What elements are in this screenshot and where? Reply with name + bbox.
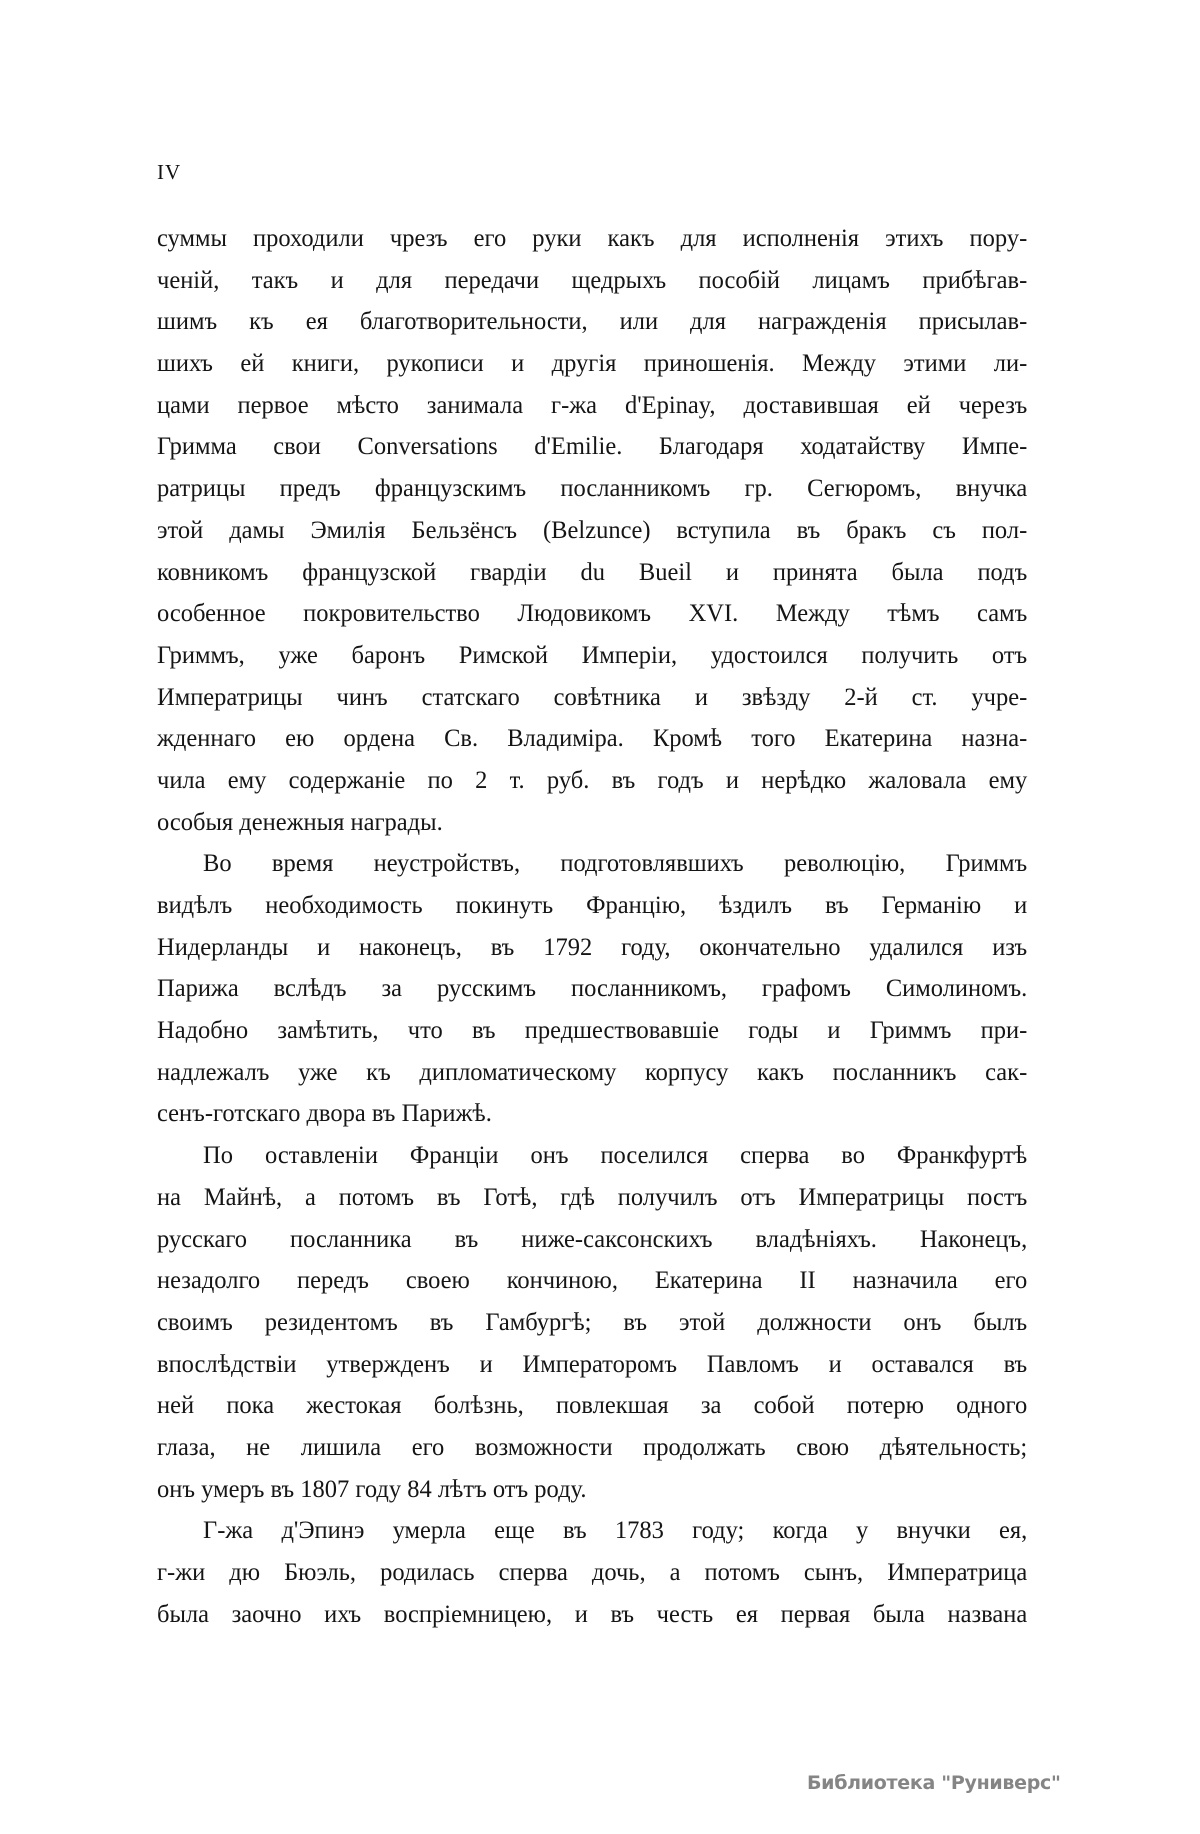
text-line: видѣлъ необходимость покинуть Францію, ѣздилъ въ Германію и (157, 892, 1028, 919)
text-line: жденнаго ею ордена Св. Владиміра. Кромѣ того Екатерина назна- (157, 725, 1028, 753)
text-line: цами первое мѣсто занимала г-жа d'Epinay, доставившая ей черезъ (157, 391, 1028, 419)
paragraph-1 (157, 218, 1045, 843)
text-line: на Майнѣ, а потомъ въ Готѣ, гдѣ получилъ отъ Императрицы постъ (157, 1183, 1028, 1211)
text-line: ней пока жестокая болѣзнь, повлекшая за собой потерю одного (157, 1392, 1028, 1420)
text-line: г-жи дю Бюэль, родилась сперва дочь, а потомъ сынъ, Императрица (157, 1559, 1028, 1586)
text-line: своимъ резидентомъ въ Гамбургѣ; въ этой должности онъ былъ (157, 1308, 1028, 1336)
text-line: Гриммъ, уже баронъ Римской Имперіи, удостоился получить отъ (157, 641, 1028, 669)
text-line: была заочно ихъ воспріемницею, и въ честь ея первая была названа (157, 1600, 1028, 1628)
text-line: глаза, не лишила его возможности продолжать свою дѣятельность; (157, 1433, 1028, 1461)
text-line: этой дамы Эмилія Бельзёнсъ (Belzunce) вступила въ бракъ съ пол- (157, 516, 1028, 544)
page-number: IV (157, 160, 182, 184)
text-line: Императрицы чинъ статскаго совѣтника и звѣзду 2-й ст. учре- (157, 683, 1028, 711)
text-line: шихъ ей книги, рукописи и другія приношенія. Между этими ли- (157, 350, 1028, 378)
text-line: Гримма свои Conversations d'Emilie. Благодаря ходатайству Импе- (157, 433, 1028, 461)
text-line: По оставленіи Франціи онъ поселился сперва во Франкфуртѣ (203, 1142, 1028, 1170)
text-line: суммы проходили чрезъ его руки какъ для исполненія этихъ пору- (157, 225, 1028, 252)
paragraph-3 (157, 1135, 1045, 1510)
text-line: особыя денежныя награды. (157, 808, 443, 836)
paragraph-4 (157, 1510, 1045, 1635)
body-text (157, 218, 1045, 1635)
text-line: незадолго передъ своею кончиною, Екатерина II назначила его (157, 1267, 1028, 1295)
paragraph-2 (157, 843, 1045, 1135)
text-line: Нидерланды и наконецъ, въ 1792 году, окончательно удалился изъ (157, 933, 1028, 961)
text-line: шимъ къ ея благотворительности, или для награжденія присылав- (157, 308, 1028, 336)
text-line: ковникомъ французской гвардіи du Bueil и принята была подъ (157, 558, 1028, 586)
text-line: Г-жа д'Эпинэ умерла еще въ 1783 году; когда у внучки ея, (203, 1517, 1028, 1545)
text-line: надлежалъ уже къ дипломатическому корпусу какъ посланникъ сак- (157, 1058, 1028, 1086)
text-line: сенъ-готскаго двора въ Парижѣ. (157, 1100, 492, 1128)
library-watermark: Библиотека "Руниверс" (807, 1772, 1061, 1794)
text-line: Во время неустройствъ, подготовлявшихъ революцію, Гриммъ (203, 850, 1028, 878)
text-line: чила ему содержаніе по 2 т. руб. въ годъ и нерѣдко жаловала ему (157, 766, 1028, 794)
text-line: ратрицы предъ французскимъ посланникомъ гр. Сегюромъ, внучка (157, 475, 1028, 503)
text-line: онъ умеръ въ 1807 году 84 лѣтъ отъ роду. (157, 1475, 587, 1503)
text-line: Надобно замѣтить, что въ предшествовавшіе годы и Гриммъ при- (157, 1017, 1028, 1045)
text-line: ченій, такъ и для передачи щедрыхъ пособій лицамъ прибѣгав- (157, 266, 1028, 294)
text-line: Парижа вслѣдъ за русскимъ посланникомъ, графомъ Симолиномъ. (157, 975, 1028, 1003)
text-line: впослѣдствіи утвержденъ и Императоромъ Павломъ и оставался въ (157, 1350, 1028, 1378)
text-line: особенное покровительство Людовикомъ XVI. Между тѣмъ самъ (157, 600, 1028, 628)
text-line: русскаго посланника въ ниже-саксонскихъ владѣніяхъ. Наконецъ, (157, 1225, 1028, 1253)
